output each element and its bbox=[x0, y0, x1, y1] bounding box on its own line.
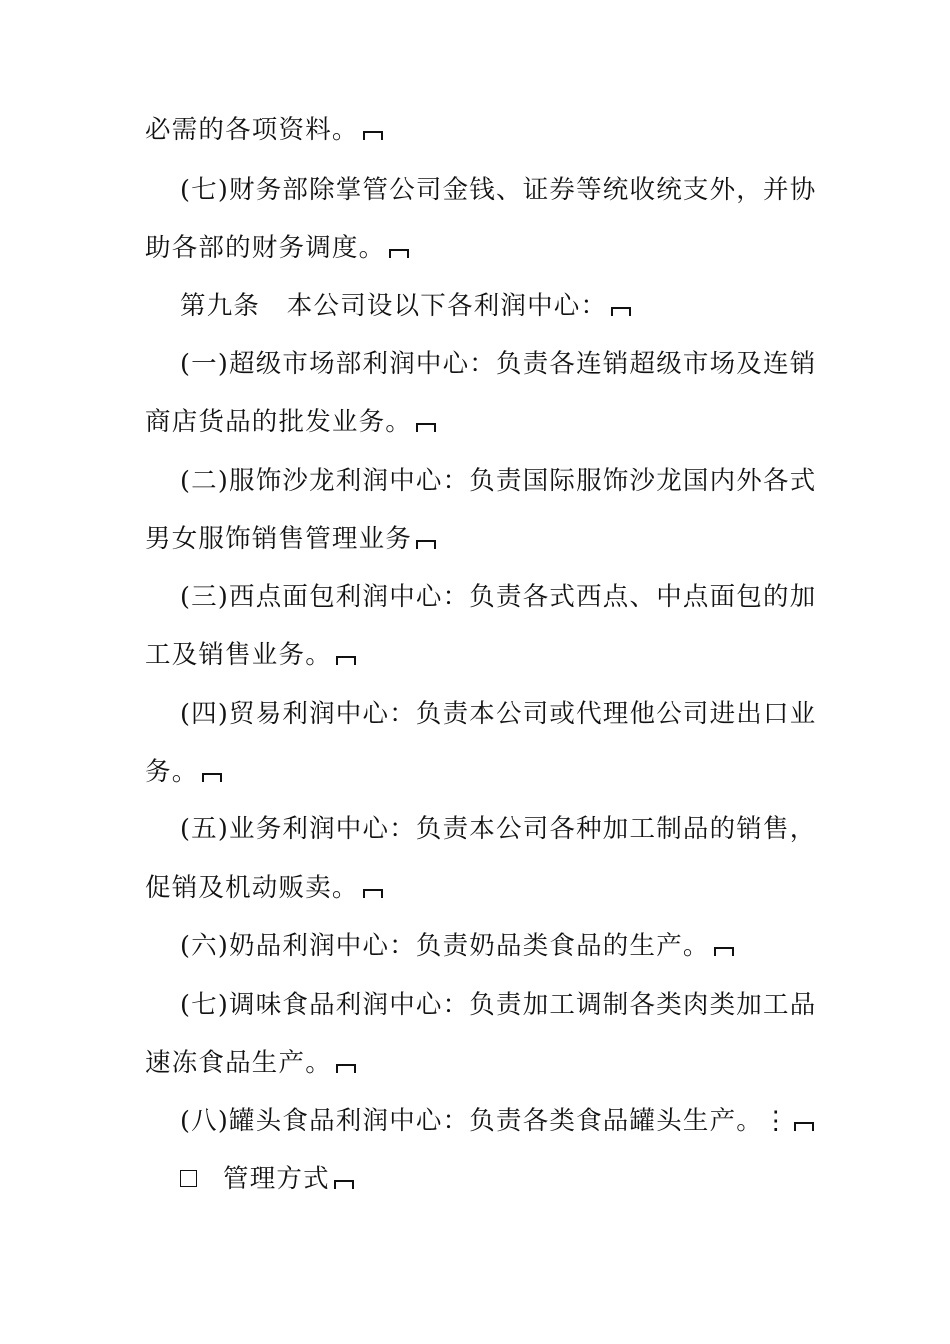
line-text: 工及销售业务。 bbox=[145, 640, 332, 670]
line-text: 务。 bbox=[145, 757, 199, 787]
line-text: 男女服饰销售管理业务 bbox=[145, 524, 413, 554]
line-text: 速冻食品生产。 bbox=[145, 1048, 332, 1078]
line-text: 第九条 本公司设以下各利润中心： bbox=[180, 291, 608, 321]
paragraph-mark-icon bbox=[363, 131, 383, 140]
line-text: 促销及机动贩卖。 bbox=[145, 873, 359, 903]
paragraph-mark-icon bbox=[336, 1064, 356, 1073]
text-line bbox=[180, 1104, 814, 1138]
line-text: 必需的各项资料。 bbox=[145, 115, 359, 145]
line-text: (二)服饰沙龙利润中心：负责国际服饰沙龙国内外各式 bbox=[180, 466, 817, 496]
text-line bbox=[180, 929, 734, 963]
paragraph-mark-icon bbox=[336, 656, 356, 665]
line-text: (四)贸易利润中心：负责本公司或代理他公司进出口业 bbox=[180, 699, 817, 729]
article-heading bbox=[180, 289, 631, 323]
paragraph-mark-icon bbox=[334, 1180, 354, 1189]
line-text: 助各部的财务调度。 bbox=[145, 233, 386, 263]
text-line bbox=[145, 755, 222, 789]
text-line bbox=[180, 464, 816, 498]
line-text: 管理方式 bbox=[223, 1164, 330, 1194]
paragraph-mark-icon bbox=[363, 889, 383, 898]
line-text: 商店货品的批发业务。 bbox=[145, 407, 413, 437]
line-text: (六)奶品利润中心：负责奶品类食品的生产。 bbox=[180, 931, 710, 961]
text-line bbox=[180, 988, 816, 1022]
paragraph-mark-icon bbox=[794, 1122, 814, 1131]
text-line bbox=[145, 405, 436, 439]
text-line bbox=[145, 638, 356, 672]
paragraph-mark-icon bbox=[416, 540, 436, 549]
text-line bbox=[180, 697, 816, 731]
text-line bbox=[180, 580, 816, 614]
paragraph-mark-icon bbox=[416, 423, 436, 432]
text-line bbox=[145, 231, 409, 265]
paragraph-mark-icon bbox=[202, 773, 222, 782]
line-text: (七)财务部除掌管公司金钱、证券等统收统支外，并协 bbox=[180, 175, 817, 205]
text-line bbox=[145, 871, 383, 905]
text-line bbox=[145, 113, 383, 147]
line-text: (八)罐头食品利润中心：负责各类食品罐头生产。⋮ bbox=[180, 1106, 790, 1136]
paragraph-mark-icon bbox=[611, 307, 631, 316]
text-line bbox=[180, 347, 816, 381]
text-line bbox=[180, 173, 816, 207]
line-text: (一)超级市场部利润中心：负责各连销超级市场及连销 bbox=[180, 349, 817, 379]
text-line bbox=[145, 1046, 356, 1080]
line-text: (三)西点面包利润中心：负责各式西点、中点面包的加 bbox=[180, 582, 817, 612]
paragraph-mark-icon bbox=[389, 249, 409, 258]
line-text: (五)业务利润中心：负责本公司各种加工制品的销售， bbox=[180, 814, 817, 844]
line-text: (七)调味食品利润中心：负责加工调制各类肉类加工品 bbox=[180, 990, 817, 1020]
section-heading bbox=[180, 1162, 354, 1196]
text-line bbox=[145, 522, 436, 556]
checkbox-square-icon bbox=[180, 1170, 197, 1187]
paragraph-mark-icon bbox=[714, 947, 734, 956]
text-line bbox=[180, 812, 816, 846]
